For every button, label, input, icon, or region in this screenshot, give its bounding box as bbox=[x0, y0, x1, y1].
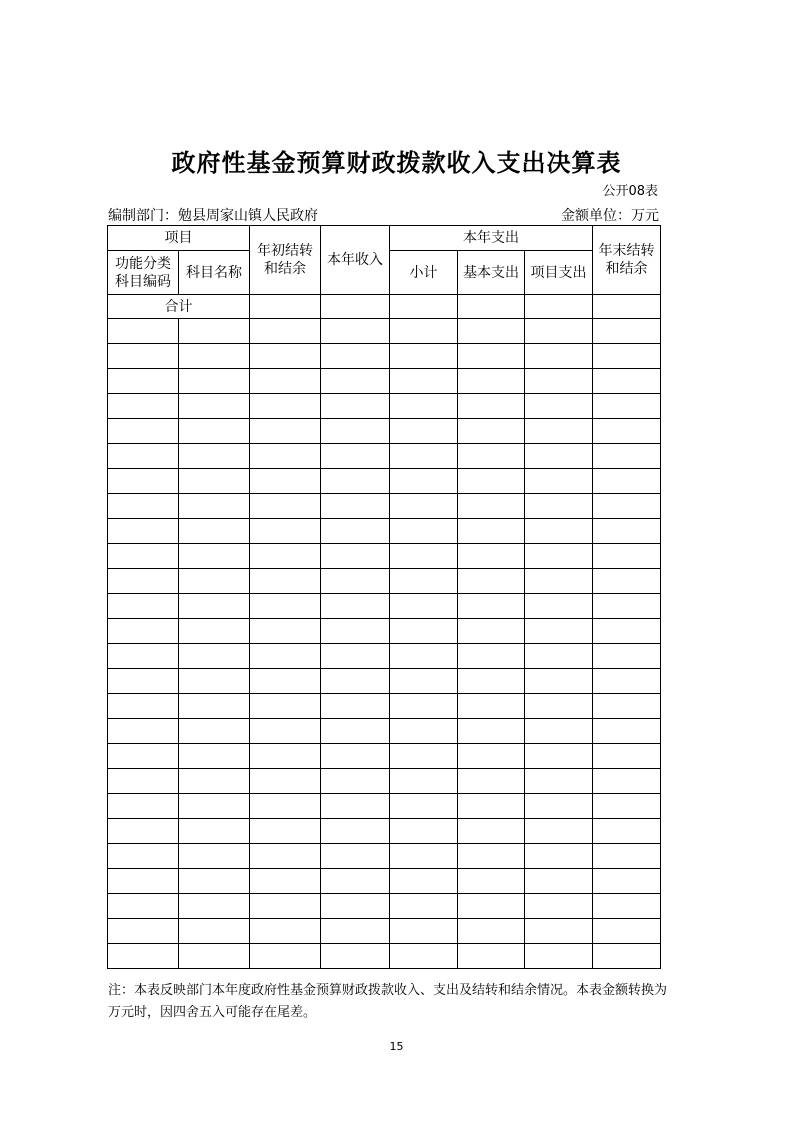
table-cell bbox=[179, 619, 250, 644]
table-cell bbox=[390, 694, 458, 719]
table-cell bbox=[525, 419, 593, 444]
table-cell bbox=[458, 844, 525, 869]
table-cell bbox=[108, 944, 179, 969]
table-cell bbox=[179, 769, 250, 794]
table-cell bbox=[390, 744, 458, 769]
table-cell bbox=[108, 844, 179, 869]
table-cell bbox=[525, 894, 593, 919]
table-cell bbox=[525, 569, 593, 594]
table-cell bbox=[108, 894, 179, 919]
table-cell bbox=[390, 894, 458, 919]
table-cell bbox=[250, 669, 321, 694]
table-cell bbox=[390, 544, 458, 569]
table-row bbox=[108, 769, 661, 794]
table-cell bbox=[458, 694, 525, 719]
table-cell bbox=[321, 519, 390, 544]
table-cell bbox=[458, 469, 525, 494]
table-cell bbox=[390, 819, 458, 844]
table-cell bbox=[390, 594, 458, 619]
table-cell bbox=[525, 519, 593, 544]
table-row bbox=[108, 744, 661, 769]
header-begin-balance: 年初结转和结余 bbox=[250, 226, 321, 295]
table-cell bbox=[321, 544, 390, 569]
table-cell bbox=[390, 919, 458, 944]
table-cell bbox=[108, 619, 179, 644]
table-row bbox=[108, 444, 661, 469]
table-cell bbox=[390, 669, 458, 694]
table-cell bbox=[458, 544, 525, 569]
table-row bbox=[108, 844, 661, 869]
table-cell bbox=[108, 919, 179, 944]
table-cell bbox=[390, 644, 458, 669]
table-row bbox=[108, 319, 661, 344]
table-cell bbox=[458, 444, 525, 469]
table-cell bbox=[525, 295, 593, 319]
table-row bbox=[108, 519, 661, 544]
table-cell bbox=[250, 869, 321, 894]
table-cell bbox=[593, 844, 661, 869]
table-cell bbox=[321, 744, 390, 769]
table-cell bbox=[321, 919, 390, 944]
table-cell bbox=[593, 469, 661, 494]
table-cell bbox=[179, 944, 250, 969]
table-cell bbox=[179, 569, 250, 594]
table-cell bbox=[390, 469, 458, 494]
table-cell bbox=[390, 619, 458, 644]
department-label: 编制部门：勉县周家山镇人民政府 bbox=[108, 208, 318, 224]
table-cell bbox=[593, 544, 661, 569]
table-cell bbox=[250, 295, 321, 319]
table-cell bbox=[179, 544, 250, 569]
table-cell bbox=[250, 419, 321, 444]
total-label: 合计 bbox=[108, 295, 250, 319]
table-cell bbox=[321, 444, 390, 469]
page-number: 15 bbox=[389, 1040, 404, 1053]
budget-table bbox=[107, 225, 661, 969]
table-cell bbox=[525, 344, 593, 369]
table-cell bbox=[250, 594, 321, 619]
form-number: 公开08表 bbox=[602, 184, 658, 199]
table-cell bbox=[250, 719, 321, 744]
table-cell bbox=[593, 769, 661, 794]
table-cell bbox=[390, 344, 458, 369]
table-cell bbox=[525, 719, 593, 744]
table-row bbox=[108, 344, 661, 369]
table-cell bbox=[179, 869, 250, 894]
table-cell bbox=[458, 719, 525, 744]
table-cell bbox=[179, 844, 250, 869]
table-row bbox=[108, 494, 661, 519]
table-cell bbox=[108, 769, 179, 794]
table-cell bbox=[250, 894, 321, 919]
table-cell bbox=[250, 544, 321, 569]
table-cell bbox=[525, 744, 593, 769]
table-cell bbox=[390, 719, 458, 744]
table-cell bbox=[108, 869, 179, 894]
table-cell bbox=[525, 769, 593, 794]
table-cell bbox=[321, 295, 390, 319]
total-row bbox=[108, 295, 661, 319]
table-row bbox=[108, 419, 661, 444]
table-cell bbox=[250, 919, 321, 944]
header-expense: 本年支出 bbox=[390, 226, 593, 251]
table-cell bbox=[525, 944, 593, 969]
table-cell bbox=[458, 569, 525, 594]
table-cell bbox=[321, 819, 390, 844]
table-cell bbox=[108, 419, 179, 444]
table-cell bbox=[321, 569, 390, 594]
table-cell bbox=[593, 594, 661, 619]
table-cell bbox=[321, 319, 390, 344]
table-cell bbox=[525, 319, 593, 344]
table-cell bbox=[250, 369, 321, 394]
table-cell bbox=[179, 669, 250, 694]
table-cell bbox=[321, 694, 390, 719]
table-cell bbox=[593, 494, 661, 519]
table-row bbox=[108, 719, 661, 744]
table-cell bbox=[458, 819, 525, 844]
table-cell bbox=[593, 394, 661, 419]
table-cell bbox=[390, 769, 458, 794]
table-cell bbox=[525, 544, 593, 569]
table-cell bbox=[458, 919, 525, 944]
table-cell bbox=[108, 569, 179, 594]
table-cell bbox=[458, 894, 525, 919]
table-cell bbox=[108, 644, 179, 669]
table-cell bbox=[593, 569, 661, 594]
table-cell bbox=[321, 494, 390, 519]
table-cell bbox=[593, 295, 661, 319]
table-cell bbox=[250, 344, 321, 369]
table-cell bbox=[250, 394, 321, 419]
table-row bbox=[108, 369, 661, 394]
table-cell bbox=[593, 694, 661, 719]
table-cell bbox=[458, 744, 525, 769]
table-cell bbox=[108, 719, 179, 744]
table-cell bbox=[593, 619, 661, 644]
table-cell bbox=[179, 594, 250, 619]
table-cell bbox=[179, 894, 250, 919]
table-row bbox=[108, 919, 661, 944]
table-cell bbox=[250, 844, 321, 869]
table-cell bbox=[179, 919, 250, 944]
table-cell bbox=[593, 869, 661, 894]
table-cell bbox=[108, 369, 179, 394]
table-cell bbox=[108, 394, 179, 419]
table-cell bbox=[179, 419, 250, 444]
table-cell bbox=[108, 444, 179, 469]
table-cell bbox=[250, 569, 321, 594]
table-cell bbox=[458, 369, 525, 394]
table-cell bbox=[525, 844, 593, 869]
table-cell bbox=[179, 369, 250, 394]
table-cell bbox=[321, 944, 390, 969]
table-cell bbox=[458, 319, 525, 344]
table-cell bbox=[179, 319, 250, 344]
table-cell bbox=[250, 469, 321, 494]
table-row bbox=[108, 594, 661, 619]
table-cell bbox=[108, 669, 179, 694]
table-cell bbox=[321, 619, 390, 644]
table-cell bbox=[593, 719, 661, 744]
table-cell bbox=[108, 519, 179, 544]
header-subtotal: 小计 bbox=[390, 251, 458, 295]
table-cell bbox=[390, 569, 458, 594]
table-cell bbox=[593, 919, 661, 944]
table-cell bbox=[593, 819, 661, 844]
table-row bbox=[108, 619, 661, 644]
table-row bbox=[108, 869, 661, 894]
table-cell bbox=[593, 944, 661, 969]
table-row bbox=[108, 544, 661, 569]
table-cell bbox=[390, 444, 458, 469]
table-cell bbox=[250, 619, 321, 644]
table-cell bbox=[179, 719, 250, 744]
page-title: 政府性基金预算财政拨款收入支出决算表 bbox=[171, 149, 622, 177]
table-cell bbox=[525, 394, 593, 419]
table-cell bbox=[593, 794, 661, 819]
header-item: 项目 bbox=[108, 226, 250, 251]
table-cell bbox=[525, 819, 593, 844]
table-cell bbox=[458, 295, 525, 319]
table-cell bbox=[179, 694, 250, 719]
table-cell bbox=[179, 394, 250, 419]
table-cell bbox=[593, 519, 661, 544]
table-cell bbox=[458, 519, 525, 544]
table-cell bbox=[525, 644, 593, 669]
table-cell bbox=[390, 794, 458, 819]
table-cell bbox=[593, 444, 661, 469]
unit-label: 金额单位：万元 bbox=[561, 208, 659, 224]
table-cell bbox=[250, 319, 321, 344]
table-cell bbox=[458, 494, 525, 519]
table-cell bbox=[250, 519, 321, 544]
table-cell bbox=[250, 444, 321, 469]
table-cell bbox=[593, 369, 661, 394]
table-row bbox=[108, 644, 661, 669]
table-row bbox=[108, 469, 661, 494]
table-note: 注：本表反映部门本年度政府性基金预算财政拨款收入、支出及结转和结余情况。本表金额转换为万元时，因四舍五入可能存在尾差。 bbox=[108, 983, 668, 1020]
table-cell bbox=[390, 519, 458, 544]
table-cell bbox=[593, 344, 661, 369]
table-cell bbox=[458, 644, 525, 669]
table-cell bbox=[593, 669, 661, 694]
header-subject-name: 科目名称 bbox=[179, 251, 250, 295]
table-row bbox=[108, 569, 661, 594]
table-cell bbox=[179, 344, 250, 369]
table-cell bbox=[108, 469, 179, 494]
table-cell bbox=[593, 319, 661, 344]
table-cell bbox=[179, 469, 250, 494]
table-cell bbox=[458, 344, 525, 369]
table-cell bbox=[321, 769, 390, 794]
table-cell bbox=[390, 394, 458, 419]
table-cell bbox=[525, 469, 593, 494]
table-cell bbox=[458, 769, 525, 794]
table-cell bbox=[593, 894, 661, 919]
table-cell bbox=[525, 869, 593, 894]
table-cell bbox=[525, 919, 593, 944]
table-cell bbox=[458, 794, 525, 819]
table-cell bbox=[321, 844, 390, 869]
table-cell bbox=[390, 419, 458, 444]
header-end-balance: 年末结转和结余 bbox=[593, 226, 661, 295]
table-row bbox=[108, 819, 661, 844]
table-cell bbox=[321, 869, 390, 894]
table-cell bbox=[458, 944, 525, 969]
table-cell bbox=[179, 494, 250, 519]
table-row bbox=[108, 794, 661, 819]
table-cell bbox=[458, 669, 525, 694]
table-cell bbox=[525, 444, 593, 469]
table-cell bbox=[593, 744, 661, 769]
table-cell bbox=[108, 594, 179, 619]
table-cell bbox=[321, 594, 390, 619]
table-cell bbox=[390, 944, 458, 969]
table-cell bbox=[525, 694, 593, 719]
table-cell bbox=[250, 794, 321, 819]
table-cell bbox=[458, 594, 525, 619]
table-cell bbox=[108, 694, 179, 719]
header-basic-expense: 基本支出 bbox=[458, 251, 525, 295]
table-cell bbox=[390, 494, 458, 519]
table-cell bbox=[108, 344, 179, 369]
table-cell bbox=[321, 369, 390, 394]
table-cell bbox=[390, 869, 458, 894]
table-cell bbox=[321, 394, 390, 419]
table-cell bbox=[321, 419, 390, 444]
table-cell bbox=[321, 669, 390, 694]
table-cell bbox=[179, 744, 250, 769]
table-cell bbox=[321, 344, 390, 369]
table-cell bbox=[458, 394, 525, 419]
table-cell bbox=[179, 519, 250, 544]
table-cell bbox=[525, 619, 593, 644]
table-cell bbox=[179, 644, 250, 669]
table-cell bbox=[525, 669, 593, 694]
table-cell bbox=[108, 794, 179, 819]
header-income: 本年收入 bbox=[321, 226, 390, 295]
table-cell bbox=[250, 494, 321, 519]
table-cell bbox=[458, 869, 525, 894]
table-cell bbox=[250, 644, 321, 669]
table-cell bbox=[179, 794, 250, 819]
table-cell bbox=[593, 419, 661, 444]
table-cell bbox=[525, 494, 593, 519]
table-cell bbox=[321, 644, 390, 669]
table-cell bbox=[321, 894, 390, 919]
table-cell bbox=[525, 594, 593, 619]
table-cell bbox=[525, 794, 593, 819]
table-cell bbox=[108, 744, 179, 769]
table-row bbox=[108, 944, 661, 969]
table-cell bbox=[108, 819, 179, 844]
table-cell bbox=[108, 319, 179, 344]
table-cell bbox=[321, 719, 390, 744]
table-cell bbox=[593, 644, 661, 669]
table-cell bbox=[390, 319, 458, 344]
table-cell bbox=[250, 769, 321, 794]
table-cell bbox=[250, 694, 321, 719]
table-cell bbox=[321, 469, 390, 494]
table-cell bbox=[179, 819, 250, 844]
table-cell bbox=[390, 369, 458, 394]
table-cell bbox=[108, 544, 179, 569]
table-row bbox=[108, 694, 661, 719]
table-cell bbox=[250, 744, 321, 769]
table-cell bbox=[250, 944, 321, 969]
header-func-code: 功能分类科目编码 bbox=[108, 251, 179, 295]
table-cell bbox=[179, 444, 250, 469]
table-row bbox=[108, 894, 661, 919]
table-row bbox=[108, 669, 661, 694]
table-cell bbox=[250, 819, 321, 844]
table-cell bbox=[390, 844, 458, 869]
table-cell bbox=[525, 369, 593, 394]
table-cell bbox=[458, 419, 525, 444]
table-cell bbox=[321, 794, 390, 819]
table-row bbox=[108, 394, 661, 419]
header-project-expense: 项目支出 bbox=[525, 251, 593, 295]
table-cell bbox=[108, 494, 179, 519]
table-cell bbox=[458, 619, 525, 644]
table-cell bbox=[390, 295, 458, 319]
